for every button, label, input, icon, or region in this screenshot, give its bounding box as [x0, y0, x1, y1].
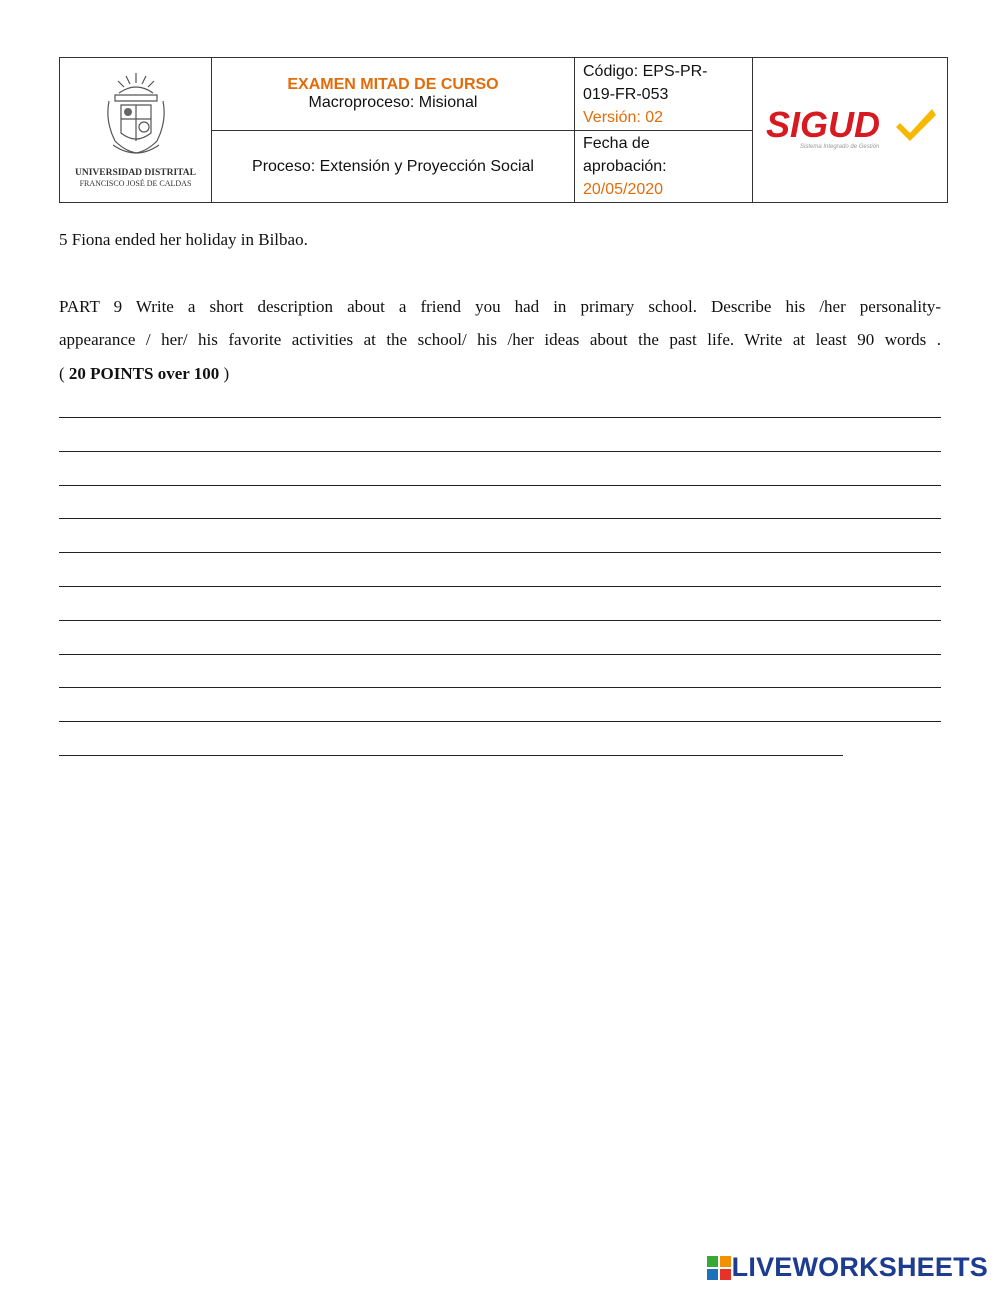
answer-line[interactable]: [59, 586, 941, 587]
points-value: 20 POINTS over 100: [68, 364, 220, 383]
document-header: [59, 57, 948, 203]
process-label: Proceso: Extensión y Proyección Social: [252, 157, 534, 175]
university-crest-icon: [101, 71, 171, 163]
code-cell: [575, 58, 753, 131]
university-name: UNIVERSIDAD DISTRITAL: [75, 168, 196, 178]
svg-text:Sistema Integrado de Gestión: Sistema Integrado de Gestión: [800, 143, 880, 150]
approval-label-line2: aprobación:: [583, 158, 667, 175]
liveworksheets-brand: [706, 1252, 988, 1283]
exam-title-cell: [212, 58, 575, 131]
points-open: (: [59, 364, 69, 383]
answer-line[interactable]: [59, 755, 843, 756]
liveworksheets-logo-icon: [706, 1255, 732, 1281]
version-label: Versión: 02: [583, 108, 664, 126]
code-label-line1: Código: EPS-PR-: [583, 62, 708, 80]
approval-date: 20/05/2020: [583, 181, 664, 198]
points-close: ): [219, 364, 230, 383]
points-note: [59, 357, 941, 390]
sigud-logo-icon: [760, 103, 940, 153]
part9-instruction-line2: appearance / her/ his favorite activities at the school/ his /her ideas about the past life. Write at least 90 words .: [59, 330, 941, 349]
university-logo-cell: [60, 58, 212, 203]
answer-line[interactable]: [59, 721, 941, 722]
answer-line[interactable]: [59, 654, 941, 655]
answer-line[interactable]: [59, 417, 941, 418]
process-cell: [212, 131, 575, 203]
answer-line[interactable]: [59, 485, 941, 486]
university-subtitle: FRANCISCO JOSÉ DE CALDAS: [79, 179, 192, 188]
svg-text:SIGUD: SIGUD: [766, 103, 881, 145]
macroprocess-label: Macroproceso: Misional: [308, 94, 478, 111]
part9-instruction-line1: PART 9 Write a short description about a friend you had in primary school. Describe his /her personality-: [59, 297, 941, 316]
answer-line[interactable]: [59, 552, 941, 553]
answer-line[interactable]: [59, 518, 941, 519]
liveworksheets-wordmark: LIVEWORKSHEETS: [731, 1252, 988, 1282]
sigud-logo-cell: [753, 58, 948, 203]
approval-label-line1: Fecha de: [583, 135, 650, 152]
answer-line[interactable]: [59, 620, 941, 621]
answer-line[interactable]: [59, 687, 941, 688]
answer-line[interactable]: [59, 451, 941, 452]
exam-title: EXAMEN MITAD DE CURSO: [287, 76, 499, 93]
code-label-line2: 019-FR-053: [583, 85, 669, 103]
approval-cell: [575, 131, 753, 203]
item-5-text: 5 Fiona ended her holiday in Bilbao.: [59, 230, 308, 249]
